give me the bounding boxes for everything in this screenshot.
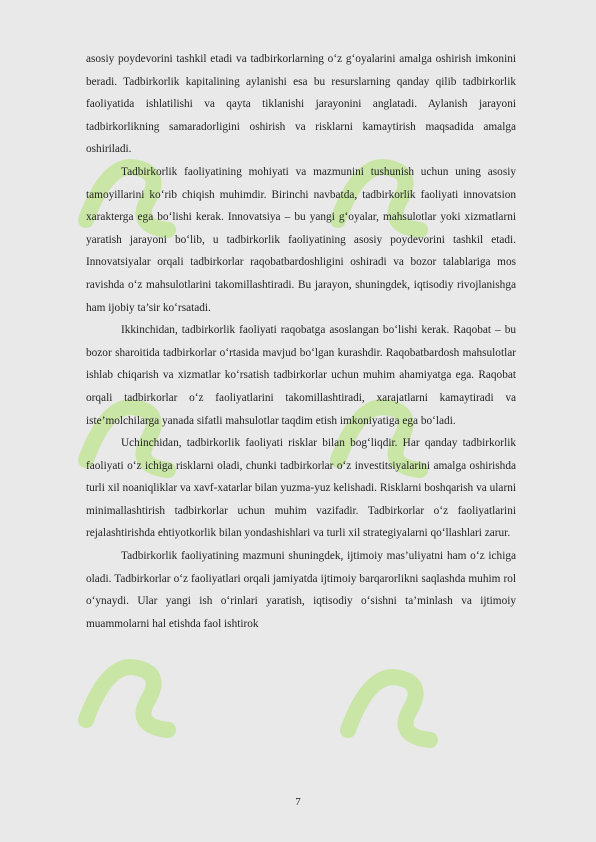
paragraph: Ikkinchidan, tadbirkorlik faoliyati raqobatga asoslangan bo‘lishi kerak. Raqobat – bu bozor sharoitida tadbirkorlar o‘rtasida mavjud bo‘lgan kurashdir. Raqobatbardosh mahsulotlar ishlab chiqarish va xizmatlar ko‘rsatish tadbirkorlar uchun muhim ahamiyatga ega. Raqobat orqali tadbirkorlar o‘z faoliyatlarini takomillashtiradi, xarajatlarni kamaytiradi va iste’molchilarga yanada sifatli mahsulotlar taqdim etish imkoniyatiga ega bo‘ladi. bbox=[86, 324, 516, 427]
logo-watermark-icon bbox=[340, 660, 450, 750]
paragraph: asosiy poydevorini tashkil etadi va tadbirkorlarning o‘z g‘oyalarini amalga oshirish imkonini beradi. Tadbirkorlik kapitalining aylanishi esa bu resurslarning qanday qilib tadbirkorlik faoliyatida ishlatilishi va qayta tiklanishi jarayonini anglatadi. Aylanish jarayoni tadbirkorlikning samaradorligini oshirish va risklarni kamaytirish maqsadida amalga oshiriladi. bbox=[86, 53, 516, 156]
page-number: 7 bbox=[295, 796, 301, 808]
paragraph: Tadbirkorlik faoliyatining mohiyati va mazmunini tushunish uchun uning asosiy tamoyillarini ko‘rib chiqish muhimdir. Birinchi navbatda, tadbirkorlik faoliyati innovatsion xarakterga ega bo‘lishi kerak. Innovatsiya – bu yangi g‘oyalar, mahsulotlar yoki xizmatlarni yaratish jarayoni bo‘lib, u tadbirkorlik faoliyatining asosiy poydevorini tashkil etadi. Innovatsiyalar orqali tadbirkorlar raqobatbardoshligini oshiradi va bozor talablariga mos ravishda o‘z mahsulotlarini takomillashtiradi. Bu jarayon, shuningdek, iqtisodiy rivojlanishga ham ijobiy ta’sir ko‘rsatadi. bbox=[86, 165, 516, 314]
logo-watermark-icon bbox=[78, 650, 188, 740]
body-text bbox=[86, 48, 516, 635]
paragraph: Uchinchidan, tadbirkorlik faoliyati risklar bilan bog‘liqdir. Har qanday tadbirkorlik faoliyati o‘z ichiga risklarni oladi, chunki tadbirkorlar o‘z investitsiyalarini amalga oshirishda turli xil noaniqliklar va xavf-xatarlar bilan yuzma-yuz kelishadi. Risklarni boshqarish va ularni minimallashtirish tadbirkorlar uchun muhim vazifadir. Tadbirkorlar o‘z faoliyatlarini rejalashtirishda ehtiyotkorlik bilan yondashishlari va turli xil strategiyalarni qo‘llashlari zarur. bbox=[86, 437, 516, 540]
paragraph: Tadbirkorlik faoliyatining mazmuni shuningdek, ijtimoiy mas’uliyatni ham o‘z ichiga oladi. Tadbirkorlar o‘z faoliyatlari orqali jamiyatda ijtimoiy barqarorlikni saqlashda muhim rol o‘ynaydi. Ular yangi ish o‘rinlari yaratish, iqtisodiy o‘sishni ta’minlash va ijtimoiy muammolarni hal etishda faol ishtirok bbox=[86, 550, 516, 630]
